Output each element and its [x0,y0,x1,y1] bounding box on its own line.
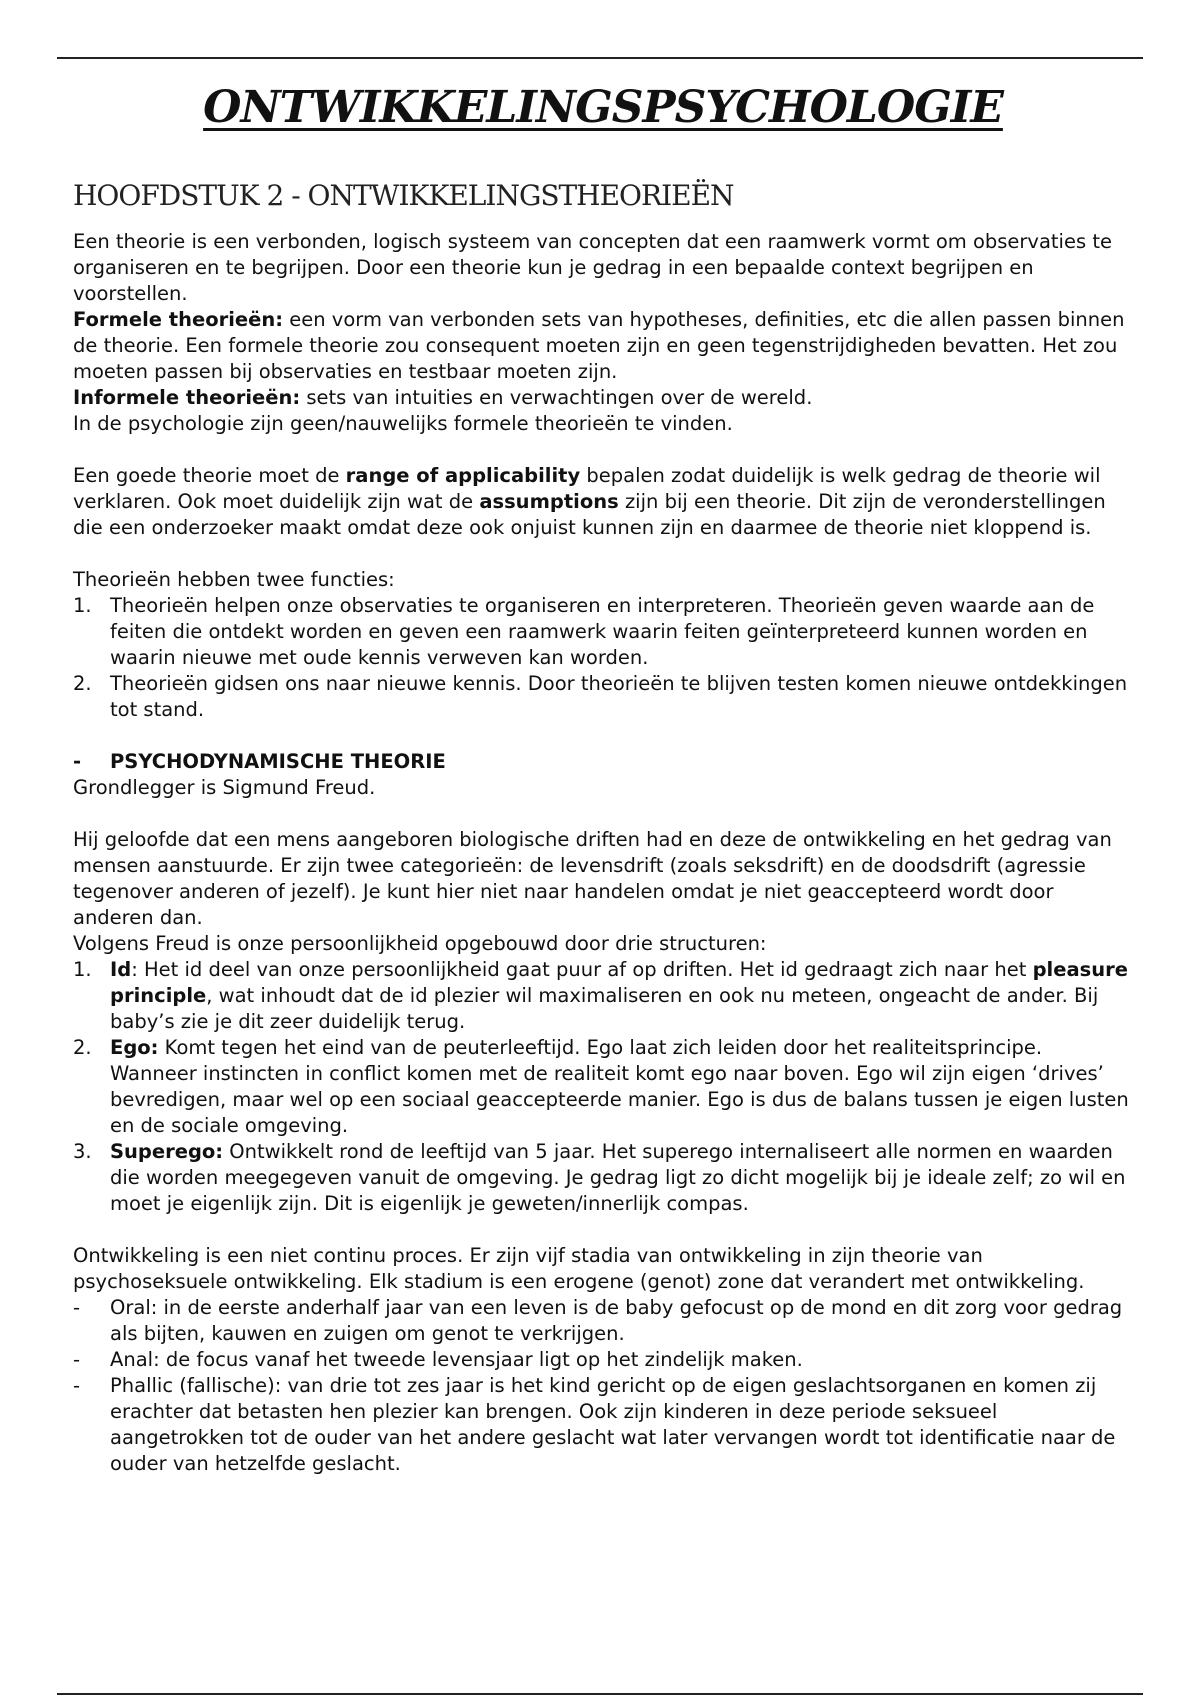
founder-line: Grondlegger is Sigmund Freud. [73,775,376,799]
good-theory-part3: zijn bij een theorie. Dit zijn de veronderstellingen die een onderzoeker maakt omdat deze ook onjuist kunnen zijn en daarmee de theorie niet kloppend is. [73,489,1106,539]
freud-belief-paragraph: Hij geloofde dat een mens aangeboren biologische driften had en deze de ontwikkeling en het gedrag van mensen aanstuurde. Er zijn twee categorieën: de levensdrift (zoals seksdrift) en de doodsdrift (agressie tegenover anderen of jezelf). Je kunt hier niet naar handelen omdat je niet geaccepteerd wordt door anderen dan. [73,827,1112,929]
good-theory-bold1: range of applicability [345,463,581,487]
stages-intro: Ontwikkeling is een niet continu proces. Er zijn vijf stadia van ontwikkeling in zijn theorie van psychoseksuele ontwikkeling. Elk stadium is een erogene (genot) zone dat verandert met ontwikkeling. [73,1243,1085,1293]
document-page [73,70,1133,1477]
structures-intro: Volgens Freud is onze persoonlijkheid opgebouwd door drie structuren: [73,931,767,955]
formal-theories-paragraph [73,307,1133,385]
formal-theories-text: een vorm van verbonden sets van hypotheses, definities, etc die allen passen binnen de theorie. Een formele theorie zou consequent moeten zijn en geen tegenstrijdigheden bevatten. Het zou moeten passen bij observaties en testbaar moeten zijn. [73,307,1125,383]
psychodynamic-heading [73,749,1133,775]
chapter-heading: HOOFDSTUK 2 - ONTWIKKELINGSTHEORIEËN [73,179,734,212]
list-number: 2. [73,671,92,695]
list-number: 1. [73,957,92,981]
structure-bold: pleasure principle [110,957,1128,1007]
list-bullet: - [73,1347,81,1371]
good-theory-paragraph [73,463,1133,541]
list-text: Phallic (fallische): van drie tot zes jaar is het kind gericht op de eigen geslachtsorganen en komen zij erachter dat betasten hen plezier kan brengen. Ook zijn kinderen in deze periode seksueel aangetrokken tot de ouder van het andere geslacht wat later vervangen wordt tot identificatie naar de ouder van hetzelfde geslacht. [110,1373,1116,1475]
list-item [73,1373,1133,1477]
informal-theories-term: Informele theorieën: [73,385,301,409]
list-bullet: - [73,1373,81,1397]
list-number: 1. [73,593,92,617]
structure-term: Ego: [110,1035,159,1059]
good-theory-part1: Een goede theorie moet de [73,463,346,487]
informal-theories-paragraph [73,385,1133,411]
intro-paragraph: Een theorie is een verbonden, logisch systeem van concepten dat een raamwerk vormt om observaties te organiseren en te begrijpen. Door een theorie kun je gedrag in een bepaalde context begrijpen en voorstellen. [73,229,1112,305]
list-number: 2. [73,1035,92,1059]
structure-text-end: , wat inhoudt dat de id plezier wil maximaliseren en ook nu meteen, ongeacht de ander. Bij baby’s zie je dit zeer duidelijk terug. [110,983,1099,1033]
good-theory-part2: bepalen zodat duidelijk is welk gedrag de theorie wil verklaren. Ook moet duidelijk zijn wat de [73,463,1101,513]
structure-text: Komt tegen het eind van de peuterleeftijd. Ego laat zich leiden door het realiteitsprincipe. Wanneer instincten in conflict komen met de realiteit komt ego naar boven. Ego wil zijn eigen ‘drives’ bevredigen, maar wel op een sociaal geaccepteerde manier. Ego is dus de balans tussen je eigen lusten en de sociale omgeving. [110,1035,1129,1137]
list-number: 3. [73,1139,92,1163]
list-text: Oral: in de eerste anderhalf jaar van een leven is de baby gefocust op de mond en dit zorg voor gedrag als bijten, kauwen en zuigen om genot te verkrijgen. [110,1295,1123,1345]
functions-list [73,593,1133,723]
structure-term: Superego: [110,1139,224,1163]
list-item [73,671,1133,723]
bottom-rule [57,1693,1143,1695]
structures-list [73,957,1133,1217]
stages-list [73,1295,1133,1477]
list-item [73,957,1133,1035]
list-item [73,1139,1133,1217]
informal-theories-text: sets van intuities en verwachtingen over de wereld. [300,385,813,409]
functions-intro: Theorieën hebben twee functies: [73,567,395,591]
list-text: Anal: de focus vanaf het tweede levensjaar ligt op het zindelijk maken. [110,1347,803,1371]
list-item [73,1035,1133,1139]
list-bullet: - [73,1295,81,1319]
psychology-note: In de psychologie zijn geen/nauwelijks formele theorieën te vinden. [73,411,733,435]
formal-theories-term: Formele theorieën: [73,307,284,331]
list-text: Theorieën gidsen ons naar nieuwe kennis. Door theorieën te blijven testen komen nieuwe ontdekkingen tot stand. [110,671,1128,721]
document-title: ONTWIKKELINGSPSYCHOLOGIE [203,82,1003,133]
structure-term: Id [110,957,132,981]
list-item [73,1295,1133,1347]
structure-text: : Het id deel van onze persoonlijkheid gaat puur af op driften. Het id gedraagt zich naar het [131,957,1033,981]
list-item [73,1347,1133,1373]
structure-text: Ontwikkelt rond de leeftijd van 5 jaar. Het superego internaliseert alle normen en waarden die worden meegegeven vanuit de omgeving. Je gedrag ligt zo dicht mogelijk bij je ideale zelf; zo wil en moet je eigenlijk zijn. Dit is eigenlijk je geweten/innerlijk compas. [110,1139,1126,1215]
list-text: Theorieën helpen onze observaties te organiseren en interpreteren. Theorieën geven waarde aan de feiten die ontdekt worden en geven een raamwerk waarin feiten geïnterpreteerd kunnen worden en waarin nieuwe met oude kennis verweven kan worden. [110,593,1095,669]
good-theory-bold2: assumptions [479,489,619,513]
list-item [73,593,1133,671]
top-rule [57,57,1143,59]
heading-bullet: - [73,749,82,773]
heading-text: PSYCHODYNAMISCHE THEORIE [110,749,446,773]
